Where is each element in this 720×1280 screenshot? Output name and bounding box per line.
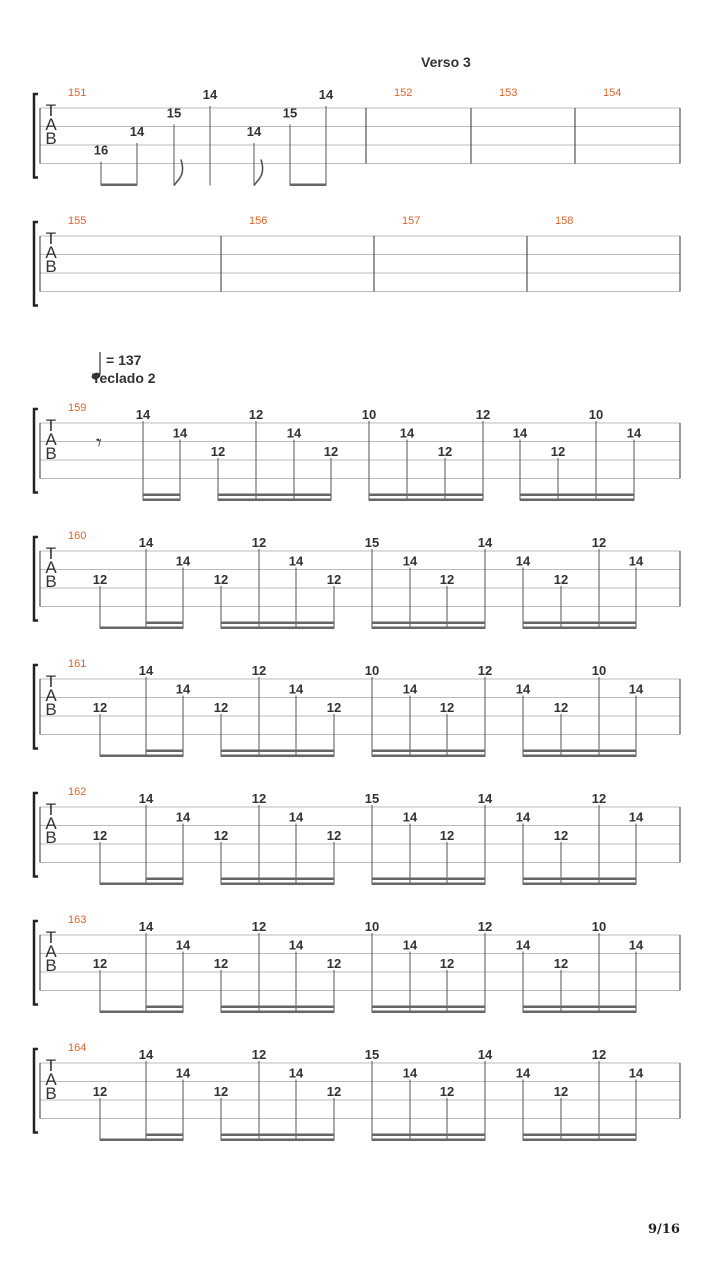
beam xyxy=(290,184,326,187)
beam-secondary xyxy=(372,878,485,881)
tab-system xyxy=(34,786,680,885)
eighth-rest-icon: 𝄾 xyxy=(96,431,102,456)
fret-number: 12 xyxy=(251,791,267,806)
fret-number: 12 xyxy=(326,572,342,587)
beam-secondary xyxy=(523,878,636,881)
beam xyxy=(523,755,636,758)
beam-secondary xyxy=(372,1006,485,1009)
fret-number: 12 xyxy=(326,828,342,843)
fret-number: 14 xyxy=(402,809,418,825)
fret-number: 14 xyxy=(402,937,418,953)
fret-number: 14 xyxy=(138,919,154,934)
measure-number: 154 xyxy=(603,87,622,99)
tab-clef-letter: T xyxy=(45,928,57,947)
tab-clef-letter: A xyxy=(45,1070,57,1089)
beam xyxy=(221,1139,334,1142)
beam-secondary xyxy=(369,494,483,497)
fret-number: 14 xyxy=(628,1065,644,1081)
beam xyxy=(523,627,636,630)
fret-number: 10 xyxy=(591,919,607,934)
tab-clef-letter: T xyxy=(45,544,57,563)
fret-number: 12 xyxy=(591,791,607,806)
fret-number: 12 xyxy=(326,700,342,715)
tab-system xyxy=(34,530,680,629)
fret-number: 14 xyxy=(515,937,531,953)
fret-number: 14 xyxy=(515,809,531,825)
tab-clef-letter: T xyxy=(45,101,57,120)
fret-number: 12 xyxy=(251,1047,267,1062)
fret-number: 12 xyxy=(92,1084,108,1099)
fret-number: 12 xyxy=(251,919,267,934)
tab-system xyxy=(34,914,680,1013)
fret-number: 14 xyxy=(129,124,145,139)
fret-number: 14 xyxy=(135,407,151,422)
beam xyxy=(100,627,183,630)
tab-clef-letter: T xyxy=(45,800,57,819)
beam-secondary xyxy=(372,1134,485,1137)
fret-number: 14 xyxy=(477,535,493,550)
fret-number: 12 xyxy=(213,572,229,587)
fret-number: 12 xyxy=(439,572,455,587)
fret-number: 14 xyxy=(138,791,154,806)
tab-system xyxy=(34,658,680,757)
system-bracket xyxy=(34,222,38,306)
beam xyxy=(221,755,334,758)
fret-number: 14 xyxy=(318,87,334,102)
fret-number: 12 xyxy=(213,956,229,971)
tempo-value: = 137 xyxy=(106,352,142,368)
fret-number: 12 xyxy=(439,700,455,715)
fret-number: 12 xyxy=(477,663,493,678)
beam-secondary xyxy=(523,622,636,625)
fret-number: 12 xyxy=(437,444,453,459)
instrument-label: Teclado 2 xyxy=(92,370,156,386)
tab-clef-letter: A xyxy=(45,814,57,833)
tab-clef-letter: T xyxy=(45,1056,57,1075)
beam-secondary xyxy=(146,1134,183,1137)
fret-number: 14 xyxy=(175,937,191,953)
beam-secondary xyxy=(146,622,183,625)
fret-number: 12 xyxy=(326,956,342,971)
beam xyxy=(221,883,334,886)
beam-secondary xyxy=(146,878,183,881)
fret-number: 14 xyxy=(288,681,304,697)
fret-number: 12 xyxy=(213,828,229,843)
fret-number: 14 xyxy=(628,937,644,953)
fret-number: 14 xyxy=(626,425,642,441)
beam xyxy=(221,627,334,630)
measure-number: 157 xyxy=(402,215,421,227)
fret-number: 12 xyxy=(591,1047,607,1062)
beam xyxy=(523,883,636,886)
fret-number: 14 xyxy=(138,1047,154,1062)
fret-number: 14 xyxy=(286,425,302,441)
fret-number: 12 xyxy=(323,444,339,459)
beam xyxy=(100,883,183,886)
beam xyxy=(372,627,485,630)
fret-number: 10 xyxy=(591,663,607,678)
fret-number: 14 xyxy=(288,809,304,825)
fret-number: 12 xyxy=(475,407,491,422)
system-bracket xyxy=(34,94,38,178)
tab-clef-letter: A xyxy=(45,430,57,449)
beam-secondary xyxy=(143,494,180,497)
fret-number: 14 xyxy=(202,87,218,102)
system-bracket xyxy=(34,537,38,621)
fret-number: 14 xyxy=(399,425,415,441)
beam-secondary xyxy=(523,1134,636,1137)
measure-number: 153 xyxy=(499,87,518,99)
tab-clef-letter: B xyxy=(45,129,57,148)
system-bracket xyxy=(34,793,38,877)
measure-number: 151 xyxy=(68,87,87,99)
fret-number: 10 xyxy=(364,663,380,678)
fret-number: 12 xyxy=(477,919,493,934)
beam-secondary xyxy=(146,1006,183,1009)
fret-number: 14 xyxy=(172,425,188,441)
fret-number: 12 xyxy=(553,828,569,843)
beam xyxy=(523,1011,636,1014)
fret-number: 14 xyxy=(402,1065,418,1081)
beam xyxy=(101,184,137,187)
fret-number: 12 xyxy=(591,535,607,550)
fret-number: 12 xyxy=(213,700,229,715)
fret-number: 15 xyxy=(364,535,380,550)
beam-secondary xyxy=(221,878,334,881)
beam xyxy=(100,1139,183,1142)
tab-clef-letter: B xyxy=(45,828,57,847)
measure-number: 161 xyxy=(68,658,87,670)
beam xyxy=(369,499,483,502)
fret-number: 14 xyxy=(288,553,304,569)
fret-number: 14 xyxy=(512,425,528,441)
fret-number: 12 xyxy=(92,700,108,715)
fret-number: 15 xyxy=(166,105,182,121)
tab-clef-letter: B xyxy=(45,257,57,276)
tab-clef-letter: B xyxy=(45,572,57,591)
fret-number: 12 xyxy=(553,956,569,971)
fret-number: 14 xyxy=(477,1047,493,1062)
beam-secondary xyxy=(221,1006,334,1009)
fret-number: 10 xyxy=(361,407,377,422)
measure-number: 155 xyxy=(68,215,87,227)
fret-number: 12 xyxy=(251,535,267,550)
fret-number: 12 xyxy=(92,956,108,971)
fret-number: 12 xyxy=(439,1084,455,1099)
fret-number: 14 xyxy=(175,1065,191,1081)
measure-number: 163 xyxy=(68,914,87,926)
fret-number: 12 xyxy=(553,700,569,715)
fret-number: 14 xyxy=(515,553,531,569)
fret-number: 14 xyxy=(628,553,644,569)
fret-number: 12 xyxy=(553,1084,569,1099)
fret-number: 14 xyxy=(288,1065,304,1081)
fret-number: 15 xyxy=(364,791,380,806)
beam xyxy=(221,1011,334,1014)
fret-number: 14 xyxy=(402,681,418,697)
beam-secondary xyxy=(218,494,331,497)
beam-secondary xyxy=(221,750,334,753)
tab-clef-letter: B xyxy=(45,956,57,975)
system-bracket xyxy=(34,665,38,749)
measure-number: 156 xyxy=(249,215,268,227)
tab-clef-letter: A xyxy=(45,558,57,577)
beam-secondary xyxy=(221,1134,334,1137)
fret-number: 14 xyxy=(628,681,644,697)
system-bracket xyxy=(34,409,38,493)
fret-number: 14 xyxy=(477,791,493,806)
beam xyxy=(372,1139,485,1142)
tab-system xyxy=(34,1042,680,1141)
system-bracket xyxy=(34,1049,38,1133)
fret-number: 12 xyxy=(210,444,226,459)
tab-system xyxy=(34,87,680,186)
tab-system xyxy=(34,215,680,306)
beam-secondary xyxy=(520,494,634,497)
measure-number: 159 xyxy=(68,402,87,414)
fret-number: 14 xyxy=(246,124,262,139)
tab-clef-letter: T xyxy=(45,229,57,248)
beam-secondary xyxy=(372,622,485,625)
tab-clef-letter: B xyxy=(45,1084,57,1103)
beam xyxy=(100,1011,183,1014)
tab-clef-letter: A xyxy=(45,115,57,134)
beam xyxy=(520,499,634,502)
beam xyxy=(372,883,485,886)
tab-clef-letter: A xyxy=(45,243,57,262)
fret-number: 14 xyxy=(138,535,154,550)
measure-number: 158 xyxy=(555,215,574,227)
tab-clef-letter: B xyxy=(45,444,57,463)
measure-number: 152 xyxy=(394,87,413,99)
fret-number: 14 xyxy=(175,681,191,697)
fret-number: 10 xyxy=(588,407,604,422)
fret-number: 10 xyxy=(364,919,380,934)
beam-secondary xyxy=(372,750,485,753)
fret-number: 12 xyxy=(550,444,566,459)
fret-number: 12 xyxy=(439,956,455,971)
fret-number: 14 xyxy=(515,1065,531,1081)
system-bracket xyxy=(34,921,38,1005)
beam xyxy=(143,499,180,502)
beam xyxy=(372,755,485,758)
fret-number: 12 xyxy=(251,663,267,678)
fret-number: 12 xyxy=(92,572,108,587)
page-number: 9/16 xyxy=(648,1222,680,1237)
fret-number: 12 xyxy=(553,572,569,587)
tab-clef-letter: B xyxy=(45,700,57,719)
fret-number: 12 xyxy=(439,828,455,843)
fret-number: 14 xyxy=(402,553,418,569)
beam-secondary xyxy=(146,750,183,753)
fret-number: 14 xyxy=(138,663,154,678)
beam-secondary xyxy=(523,750,636,753)
tab-clef-letter: A xyxy=(45,686,57,705)
tab-system xyxy=(34,402,680,501)
fret-number: 15 xyxy=(364,1047,380,1062)
beam-secondary xyxy=(523,1006,636,1009)
fret-number: 14 xyxy=(515,681,531,697)
fret-number: 14 xyxy=(288,937,304,953)
beam xyxy=(523,1139,636,1142)
tab-clef-letter: A xyxy=(45,942,57,961)
fret-number: 12 xyxy=(326,1084,342,1099)
beam-secondary xyxy=(221,622,334,625)
section-label: Verso 3 xyxy=(421,54,471,70)
beam xyxy=(218,499,331,502)
fret-number: 14 xyxy=(628,809,644,825)
measure-number: 162 xyxy=(68,786,87,798)
fret-number: 12 xyxy=(248,407,264,422)
fret-number: 16 xyxy=(93,142,109,158)
tab-clef-letter: T xyxy=(45,416,57,435)
fret-number: 12 xyxy=(213,1084,229,1099)
fret-number: 14 xyxy=(175,553,191,569)
fret-number: 12 xyxy=(92,828,108,843)
beam xyxy=(100,755,183,758)
measure-number: 160 xyxy=(68,530,87,542)
beam xyxy=(372,1011,485,1014)
tab-clef-letter: T xyxy=(45,672,57,691)
fret-number: 15 xyxy=(282,105,298,121)
measure-number: 164 xyxy=(68,1042,87,1054)
fret-number: 14 xyxy=(175,809,191,825)
